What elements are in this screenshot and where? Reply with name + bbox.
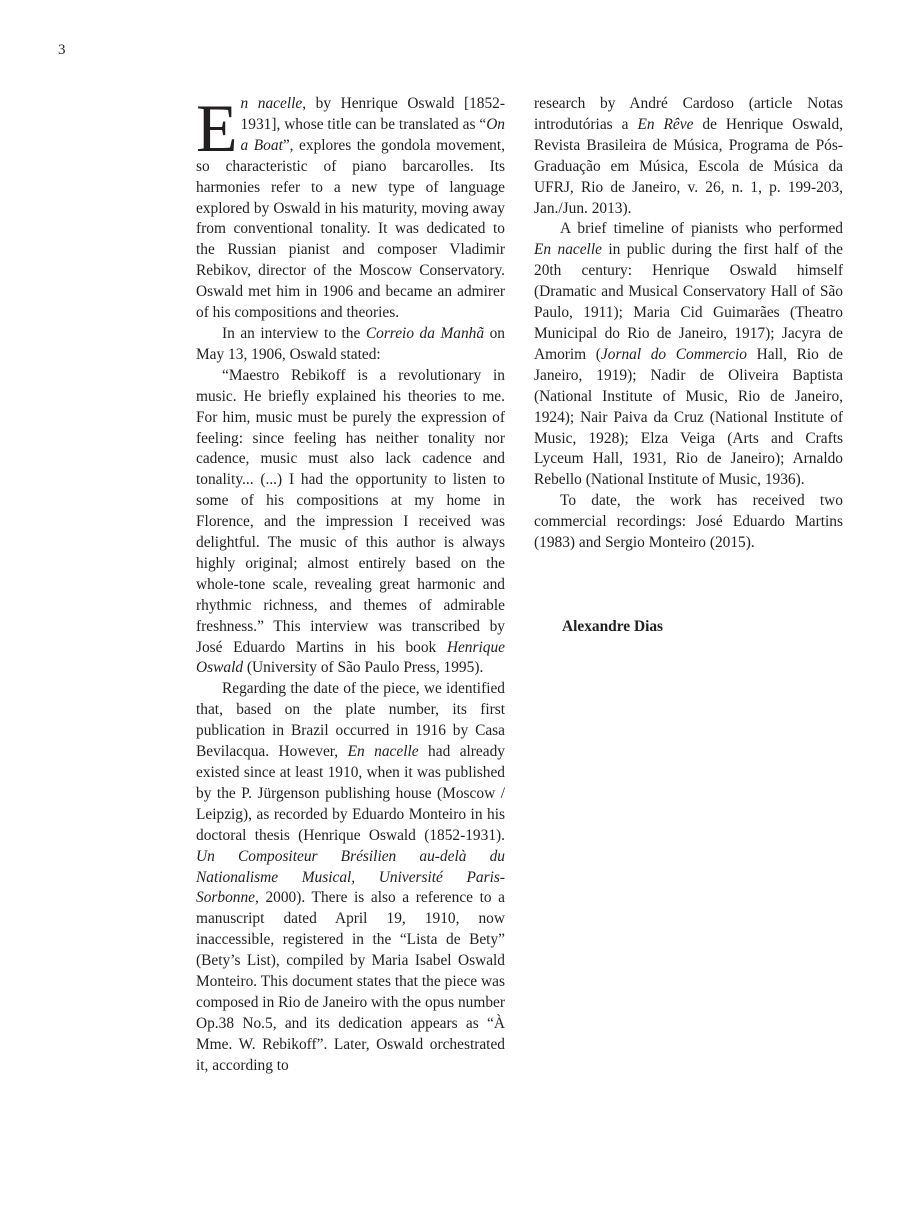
text-run: , by Henrique Oswald [1852-1931], whose title can be translated as “	[240, 95, 505, 133]
text-run: To date, the work has received two commercial recordings: José Eduardo Martins (1983) and Sergio Monteiro (2015).	[534, 492, 843, 552]
text-run: Hall, Rio de Janeiro, 1919); Nadir de Oliveira Baptista (National Institute of Music, Rio de Janeiro, 1924); Nair Paiva da Cruz (National Institute of Music, 1928); Elza Veiga (Arts and Crafts Lyceum Hall, 1931, Rio de Janeiro); Arnaldo Rebello (National Institute of Music, 1936).	[534, 345, 843, 489]
research-continuation-paragraph	[534, 94, 843, 219]
right-text-column	[534, 94, 843, 554]
text-run: ”, explores the gondola movement, so characteristic of piano barcarolles. Its harmonies refer to a new type of language explored by Oswald in his maturity, moving away from conventional tonality. It was dedicated to the Russian pianist and composer Vladimir Rebikov, director of the Moscow Conservatory. Oswald met him in 1906 and became an admirer of his compositions and theories.	[196, 136, 505, 322]
left-text-column	[196, 90, 505, 1077]
book-title: Henrique Oswald	[196, 638, 505, 677]
text-run: Regarding the date of the piece, we identified that, based on the plate number, its first publication in Brazil occurred in 1916 by Casa Bevilacqua. However,	[196, 680, 505, 761]
interview-quote-paragraph	[196, 366, 505, 680]
text-run: , 2000). There is also a reference to a manuscript dated April 19, 1910, now inaccessible, registered in the “Lista de Bety” (Bety’s List), compiled by Maria Isabel Oswald Monteiro. This document states that the piece was composed in Rio de Janeiro with the opus number Op.38 No.5, and its dedication appears as “À Mme. W. Rebikoff”. Later, Oswald orchestrated it, according to	[196, 889, 505, 1074]
drop-cap: E	[196, 90, 238, 166]
newspaper-title: Correio da Manhã	[365, 324, 485, 342]
text-run: de Henrique Oswald, Revista Brasileira de Música, Programa de Pós-Graduação em Música, Escola de Música da UFRJ, Rio de Janeiro, v. 26, n. 1, p. 199-203, Jan./Jun. 2013).	[534, 115, 843, 217]
timeline-paragraph	[534, 219, 843, 491]
text-run: A brief timeline of pianists who performed	[560, 220, 843, 238]
work-title: En nacelle	[347, 743, 419, 761]
text-run: had already existed since at least 1910, when it was published by the P. Jürgenson publishing house (Moscow / Leipzig), as recorded by Eduardo Monteiro in his doctoral thesis (Henrique Oswald (1852-1931).	[196, 743, 505, 844]
newspaper-title: Jornal do Commercio	[600, 345, 747, 363]
work-title: n nacelle	[240, 95, 303, 112]
text-run: (University of São Paulo Press, 1995).	[243, 659, 484, 677]
author-signature: Alexandre Dias	[562, 618, 664, 635]
text-run: in public during the first half of the 20th century: Henrique Oswald himself (Dramatic and Musical Conservatory Hall of São Paulo, 1911); Maria Cid Guimarães (Theatro Municipal do Rio de Janeiro, 1917); Jacyra de Amorim (	[534, 241, 843, 363]
work-title: En nacelle	[534, 241, 602, 259]
thesis-title: Un Compositeur Brésilien au-delà du Nationalisme Musical, Université Paris-Sorbonne	[196, 847, 505, 907]
page-number: 3	[58, 42, 66, 58]
work-title: En Rêve	[637, 115, 694, 133]
text-run: “Maestro Rebikoff is a revolutionary in music. He briefly explained his theories to me. For him, music must be purely the expression of feeling: since feeling has neither tonality nor cadence, music must also lack cadence and tonality... (...) I had the opportunity to listen to some of his compositions at my home in Florence, and the impression I received was delightful. The music of this author is always highly original; almost entirely based on the whole-tone scale, revealing great harmonic and rhythmic richness, and themes of admirable freshness.” This interview was transcribed by José Eduardo Martins in his book	[196, 366, 505, 656]
recordings-paragraph	[534, 491, 843, 554]
text-run: In an interview to the	[222, 324, 366, 342]
title-translation: On a Boat	[240, 115, 505, 154]
text-run: research by André Cardoso (article Notas introdutórias a	[534, 95, 843, 133]
text-run: on May 13, 1906, Oswald stated:	[196, 324, 505, 363]
dating-paragraph	[196, 679, 505, 1076]
intro-paragraph	[196, 90, 505, 324]
interview-intro-paragraph	[196, 324, 505, 366]
